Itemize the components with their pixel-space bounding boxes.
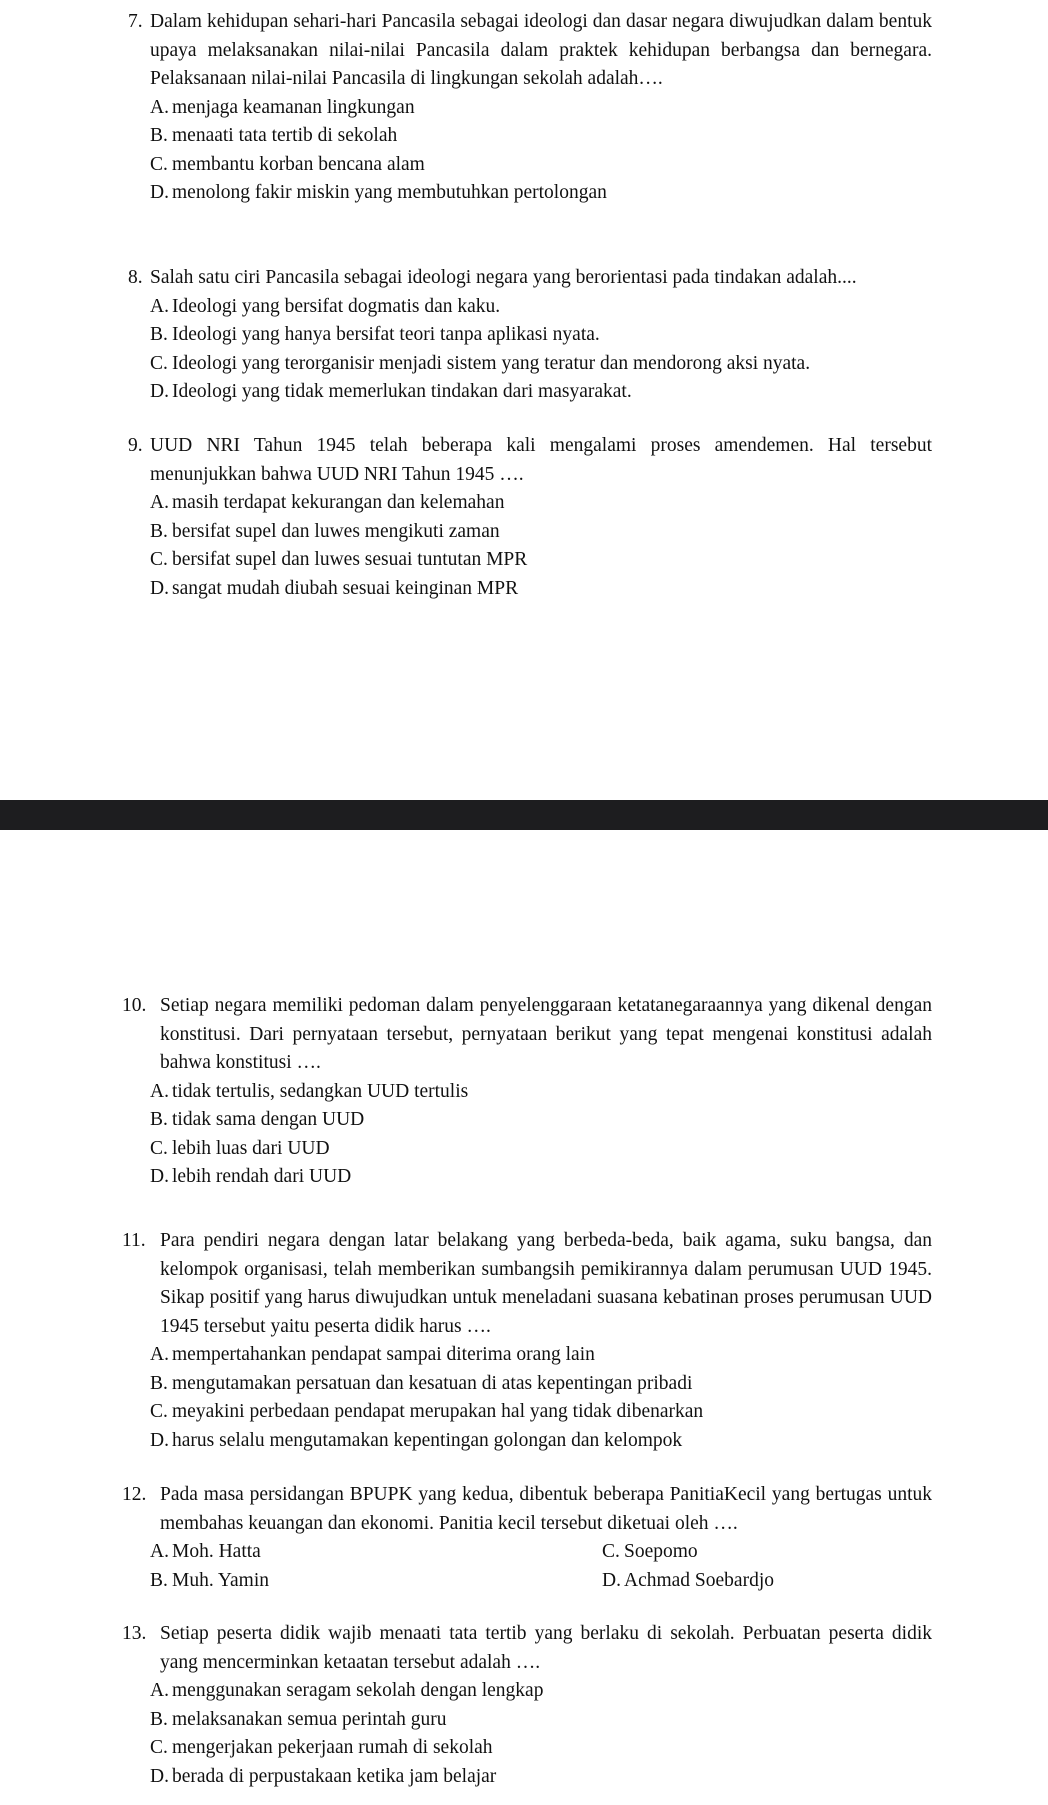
option-b[interactable]: B. menaati tata tertib di sekolah (150, 125, 398, 146)
option-a[interactable]: A. menggunakan seragam sekolah dengan lengkap (150, 1680, 544, 1701)
question-stem (128, 8, 932, 94)
options-list (132, 293, 932, 407)
option-c[interactable]: C. membantu korban bencana alam (150, 153, 425, 175)
question-text: UUD NRI Tahun 1945 telah beberapa kali mengalami proses amendemen. Hal tersebut menunjukkan bahwa UUD NRI Tahun 1945 …. (150, 435, 932, 485)
question-11 (122, 1227, 932, 1455)
option-b[interactable]: B. mengutamakan persatuan dan kesatuan di atas kepentingan pribadi (150, 1372, 693, 1394)
option-c[interactable]: C. bersifat supel dan luwes sesuai tuntutan MPR (150, 549, 528, 570)
option-d[interactable]: D. Achmad Soebardjo (602, 1569, 775, 1591)
question-number: 7. (128, 11, 143, 32)
options-list (132, 1538, 932, 1595)
option-d[interactable]: D. sangat mudah diubah sesuai keinginan MPR (150, 577, 519, 599)
option-b[interactable]: B. melaksanakan semua perintah guru (150, 1708, 447, 1730)
option-b[interactable]: B. bersifat supel dan luwes mengikuti zaman (150, 520, 500, 542)
question-7 (128, 8, 932, 208)
option-d[interactable]: D. berada di perpustakaan ketika jam belajar (150, 1765, 497, 1787)
question-number: 11. (122, 1230, 146, 1251)
question-text: Setiap negara memiliki pedoman dalam penyelenggaraan ketatanegaraannya yang dikenal dengan konstitusi. Dari pernyataan tersebut, pernyataan berikut yang tepat mengenai konstitusi adalah bahwa konstitusi …. (160, 995, 932, 1073)
option-d[interactable]: D. menolong fakir miskin yang membutuhkan pertolongan (150, 182, 607, 203)
question-text: Setiap peserta didik wajib menaati tata tertib yang berlaku di sekolah. Perbuatan peserta didik yang mencerminkan ketaatan tersebut adalah …. (160, 1623, 932, 1673)
option-a[interactable]: A. menjaga keamanan lingkungan (150, 96, 415, 118)
question-text: Salah satu ciri Pancasila sebagai ideologi negara yang berorientasi pada tindakan adalah.... (150, 267, 857, 288)
options-list (132, 1341, 932, 1455)
option-a[interactable]: A. mempertahankan pendapat sampai diterima orang lain (150, 1344, 595, 1365)
question-13 (122, 1620, 932, 1791)
question-stem (122, 1620, 932, 1677)
page-divider (0, 800, 1048, 830)
question-stem (128, 432, 932, 489)
option-c[interactable]: C. mengerjakan pekerjaan rumah di sekolah (150, 1737, 493, 1758)
page-top (0, 0, 1048, 800)
question-12 (122, 1481, 932, 1595)
question-9 (128, 432, 932, 603)
question-number: 9. (128, 435, 143, 456)
question-stem (122, 992, 932, 1078)
question-number: 10. (122, 995, 147, 1016)
option-a[interactable]: A. tidak tertulis, sedangkan UUD tertulis (150, 1080, 469, 1102)
option-d[interactable]: D. harus selalu mengutamakan kepentingan golongan dan kelompok (150, 1429, 683, 1451)
option-c[interactable]: C. meyakini perbedaan pendapat merupakan hal yang tidak dibenarkan (150, 1401, 704, 1422)
question-text: Dalam kehidupan sehari-hari Pancasila sebagai ideologi dan dasar negara diwujudkan dalam bentuk upaya melaksanakan nilai-nilai Pancasila dalam praktek kehidupan berbangsa dan bernegara. Pelaksanaan nilai-nilai Pancasila di lingkungan sekolah adalah…. (150, 11, 932, 89)
option-b[interactable]: B. Muh. Yamin (150, 1569, 269, 1591)
option-c[interactable]: C. Ideologi yang terorganisir menjadi sistem yang teratur dan mendorong aksi nyata. (150, 352, 811, 374)
option-c[interactable]: C. Soepomo (602, 1541, 698, 1562)
question-text: Pada masa persidangan BPUPK yang kedua, dibentuk beberapa PanitiaKecil yang bertugas untuk membahas keuangan dan ekonomi. Panitia kecil tersebut diketuai oleh …. (160, 1484, 932, 1534)
option-c[interactable]: C. lebih luas dari UUD (150, 1137, 330, 1159)
option-a[interactable]: A. Moh. Hatta (150, 1541, 261, 1562)
question-8 (128, 264, 932, 407)
question-stem (122, 1227, 932, 1341)
question-stem (128, 264, 932, 293)
option-d[interactable]: D. lebih rendah dari UUD (150, 1166, 352, 1187)
question-text: Para pendiri negara dengan latar belakang yang berbeda-beda, baik agama, suku bangsa, dan kelompok organisasi, telah memberikan sumbangsih pemikirannya dalam perumusan UUD 1945. Sikap positif yang harus diwujudkan untuk meneladani suasana kebatinan proses perumusan UUD 1945 tersebut yaitu peserta didik harus …. (160, 1230, 932, 1337)
options-list (132, 1078, 932, 1192)
question-number: 8. (128, 267, 143, 288)
option-d[interactable]: D. Ideologi yang tidak memerlukan tindakan dari masyarakat. (150, 381, 632, 402)
option-b[interactable]: B. tidak sama dengan UUD (150, 1109, 365, 1130)
question-10 (122, 992, 932, 1192)
question-number: 12. (122, 1484, 147, 1505)
options-list (132, 1677, 932, 1791)
page-bottom (0, 830, 1048, 1805)
options-list (132, 489, 932, 603)
option-a[interactable]: A. Ideologi yang bersifat dogmatis dan kaku. (150, 295, 501, 317)
options-list (132, 94, 932, 208)
option-b[interactable]: B. Ideologi yang hanya bersifat teori tanpa aplikasi nyata. (150, 324, 600, 345)
question-stem (122, 1481, 932, 1538)
question-number: 13. (122, 1623, 147, 1644)
option-a[interactable]: A. masih terdapat kekurangan dan kelemahan (150, 492, 505, 513)
